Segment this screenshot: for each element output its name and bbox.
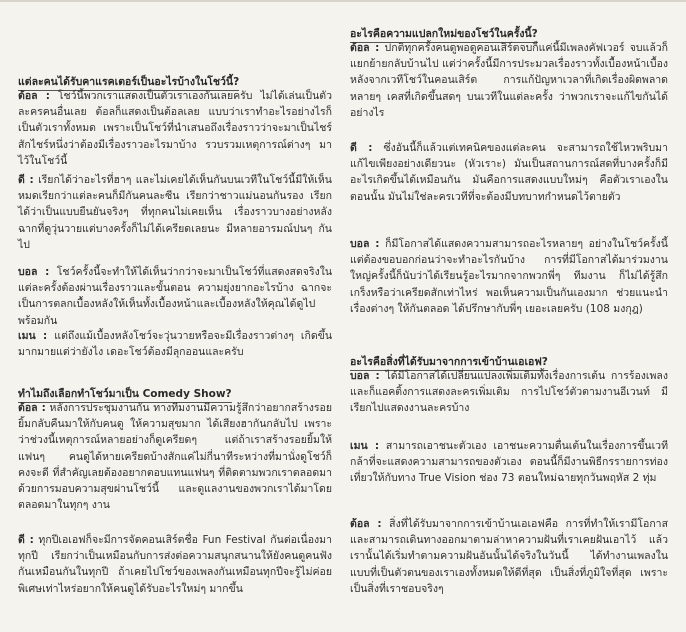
interview-answer xyxy=(350,40,668,121)
answer-text: ก็มีโอกาสได้แสดงความสามารถอะไรหลายๆ อย่างในโชว์ครั้งนี้ แต่ต้องขอบอกก่อนว่าจะทำอะไรกันบ้าง การที่มีโอกาสได้มาร่วมงานใหญ่ครั้งนี้ก็นับว่าได้เรียนรู้อะไรมากจากพวกพี่ๆ ทีมงาน ก็ไม่ได้รู้สึกเกร็งหรือว่าเครียดสักเท่าไหร่ พอเห็นความเป็นกันเองมาก ช่วยแนะนำเรื่องต่างๆ ให้กันตลอด ได้ปรึกษากับพี่ๆ เยอะเลยครับ (108 มงกุฎ) xyxy=(350,238,668,315)
interview-answer xyxy=(350,236,668,317)
interview-answer xyxy=(350,516,668,597)
interview-answer xyxy=(18,264,332,329)
interview-answer xyxy=(18,400,332,513)
answer-text: โชว์ครั้งนี้จะทำให้ได้เห็นว่ากว่าจะมาเป็นโชว์ที่แสดงสดจริงในแต่ละครั้งต้องผ่านเรื่องราวและขั้นตอน ความยุ่งยากอะไรบ้าง ฉากจะเป็นการตลกเบื้องหลังให้เห็นทั้งเบื้องหน้าและเบื้องหลังให้คุณได้ดูไปพร้อมกัน xyxy=(18,266,333,327)
answer-text: ปกติทุกครั้งคนดูพอดูคอนเสิร์ตจบก็แค่นี้มีเพลงคัฟเวอร์ จบแล้วก็แยกย้ายกลับบ้านไป แต่ว่าครั้งนี้มีการประมวลเรื่องราวทั้งเบื้องหน้าเบื้องหลังจากเวทีโชว์ในคอนเสิร์ต การแก้ปัญหาเวลาที่เกิดเรื่องผิดพลาดหลายๆ เคสที่เกิดขึ้นสดๆ บนเวทีในแต่ละครั้ง ว่าพวกเราจะแก้ไขกันได้อย่างไร xyxy=(350,42,669,119)
interview-answer xyxy=(18,88,332,169)
speaker-label: บอล : xyxy=(18,266,50,278)
right-column xyxy=(350,0,668,632)
answer-text: ซึ่งอันนี้ก็แล้วแต่เทคนิคของแต่ละคน จะสามารถใช้ไหวพริบมาแก้ไขเพียงอย่างเดียวนะ (หัวเราะ) มันเป็นสถานการณ์สดที่บางครั้งก็มีอะไรเกิดขึ้นได้เหมือนกัน มันคือการแสดงแบบใหม่ๆ คือตัวเราเองในตอนนั้น มันไม่ใช่ละครเวทีที่จะต้องมีบทบาทกำหนดไว้ตายตัว xyxy=(350,142,668,203)
answer-text: สามารถเอาชนะตัวเอง เอาชนะความตื่นเต้นในเรื่องการขึ้นเวที กล้าที่จะแสดงความสามารถของตัวเอง ตอนนี้ก็มีงานพิธีกรรายการท่องเที่ยวให้กับทาง True Vision ช่อง 73 ตอนใหม่ฉายทุกวันพฤหัส 2 ทุ่ม xyxy=(350,440,668,485)
interview-answer xyxy=(350,140,668,205)
interview-answer xyxy=(350,368,668,417)
interview-answer xyxy=(18,328,332,360)
speaker-label: ต้อล : xyxy=(350,518,382,530)
interview-answer xyxy=(350,438,668,487)
speaker-label: บอล : xyxy=(350,370,380,382)
speaker-label: เมน : xyxy=(18,330,48,342)
section-heading: แต่ละคนได้รับคาแรคเตอร์เป็นอะไรบ้างในโชว์นี้? xyxy=(18,75,239,91)
section-heading: อะไรคือความแปลกใหม่ของโชว์ในครั้งนี้? xyxy=(350,27,538,43)
speaker-label: ดี : xyxy=(350,142,373,154)
interview-answer xyxy=(18,532,332,597)
speaker-label: บอล : xyxy=(350,238,380,250)
speaker-label: ต้อล : xyxy=(18,402,46,414)
answer-text: แต่ถึงแม้เบื้องหลังโชว์จะวุ่นวายหรือจะมีเรื่องราวต่างๆ เกิดขึ้นมากมายแต่ว่ายังไง เดอะโชว์ต้องมีลุกออนและครับ xyxy=(18,330,333,359)
section-heading: ทำไมถึงเลือกทำโชว์มาเป็น Comedy Show? xyxy=(18,387,232,403)
speaker-label: ดี : xyxy=(18,534,34,546)
speaker-label: ต้อล : xyxy=(18,90,50,102)
answer-text: โชว์นี้พวกเราแสดงเป็นตัวเราเองกันเลยครับ ไม่ได้เล่นเป็นตัวละครคนอื่นเลย ต้อลก็แสดงเป็นต้อลเลย แบบว่าเราทำอะไรอย่างไรก็เป็นตัวเราทั้งหมด เพราะเป็นโชว์ที่นำเสนอถึงเรื่องราวว่าจะมาเป็นไชร์สักไชร์หนึ่งว่าต้องมีเรื่องราวอะไรมาบ้าง รวบรวมเหตุการณ์ต่างๆ มาไว้ในโชว์นี้ xyxy=(18,90,332,167)
left-column xyxy=(18,0,332,632)
speaker-label: ต้อล : xyxy=(350,42,380,54)
answer-text: หลังการประชุมงานกัน ทางทีมงานมีความรู้สึกว่าอยากสร้างรอยยิ้มกลับคืนมาให้กับคนดู ให้ความสุขมาก ได้เสียงฮากันกลับไป เพราะว่าช่วงนี้เหตุการณ์หลายอย่างก็ดูเครียดๆ แต่ถ้าเราสร้างรอยยิ้มให้แฟนๆ คนดูได้หายเครียดบ้างสักแค่ไม่กี่นาทีระหว่างที่มานั่งดูโชว์ก็คงจะดี ที่สำคัญเลยต้องอยากตอบแทนแฟนๆ ที่ติดตามพวกเราตลอดมาด้วยการมอบความสุขผ่านโชว์นี้ และดูแลงานของพวกเราได้มาโดยตลอดมาในทุกๆ งาน xyxy=(18,402,333,512)
section-heading: อะไรคือสิ่งที่ได้รับมาจากการเข้าบ้านเอเอฟ? xyxy=(350,355,548,371)
answer-text: สิ่งที่ได้รับมาจากการเข้าบ้านเอเอฟคือ การที่ทำให้เรามีโอกาสและสามารถเดินทางออกมาตามล่าหาความฝันที่เราเคยฝันเอาไว้ แล้วเรานั้นได้เริ่มทำตามความฝันอันนั้นได้จริงในวันนี้ ได้ทำงานเพลงในแบบที่เป็นตัวตนของเราเองทั้งหมดให้ดีที่สุด เป็นสิ่งที่ภูมิใจที่สุด เพราะเป็นสิ่งที่เราชอบจริงๆ xyxy=(350,518,668,595)
answer-text: ได้มีโอกาสได้เปลี่ยนแปลงเพิ่มเติมทั้งเรื่องการเต้น การร้องเพลง และก็แอคติ้งการแสดงละครเพิ่มเติม การไปโชว์ตัวตามงานอีเวนท์ มีเรียกไปแสดงงานละครบ้าง xyxy=(350,370,668,415)
answer-text: ทุกปีเอเอฟก็จะมีการจัดคอนเสิร์ตชื่อ Fun Festival กันต่อเนื่องมาทุกปี เรียกว่าเป็นเหมือนกับการส่งต่อความสนุกสนานให้ยังคนดูคนฟังกันเหมือนกันในทุกปี ถ้าเคยไปโชว์ของเพลงกันเหมือนทุกปีจะรู้ไม่ค่อยพิเศษเท่าไหร่อยากให้คนดูได้รับอะไรใหม่ๆ มากขึ้น xyxy=(18,534,332,595)
answer-text: เรียกได้ว่าอะไรที่ฮาๆ และไม่เคยได้เห็นกันบนเวทีในโชว์นี้มีให้เห็นหมดเรียกว่าแต่ละคนก็มีกันคนละซีน เรียกว่าชาวแม่นอนกันรอง เรียกได้ว่าเป็นแบบยืนยันจริงๆ ที่ทุกคนไม่เคยเห็น เรื่องราวบางอย่างหลังฉากที่ดูวุ่นวายแต่บางครั้งก็ไม่ได้เครียดเลยนะ มีหลายอารมณ์ปนๆ กันไป xyxy=(18,174,332,251)
speaker-label: ดี : xyxy=(18,174,34,186)
interview-answer xyxy=(18,172,332,253)
speaker-label: เมน : xyxy=(350,440,380,452)
